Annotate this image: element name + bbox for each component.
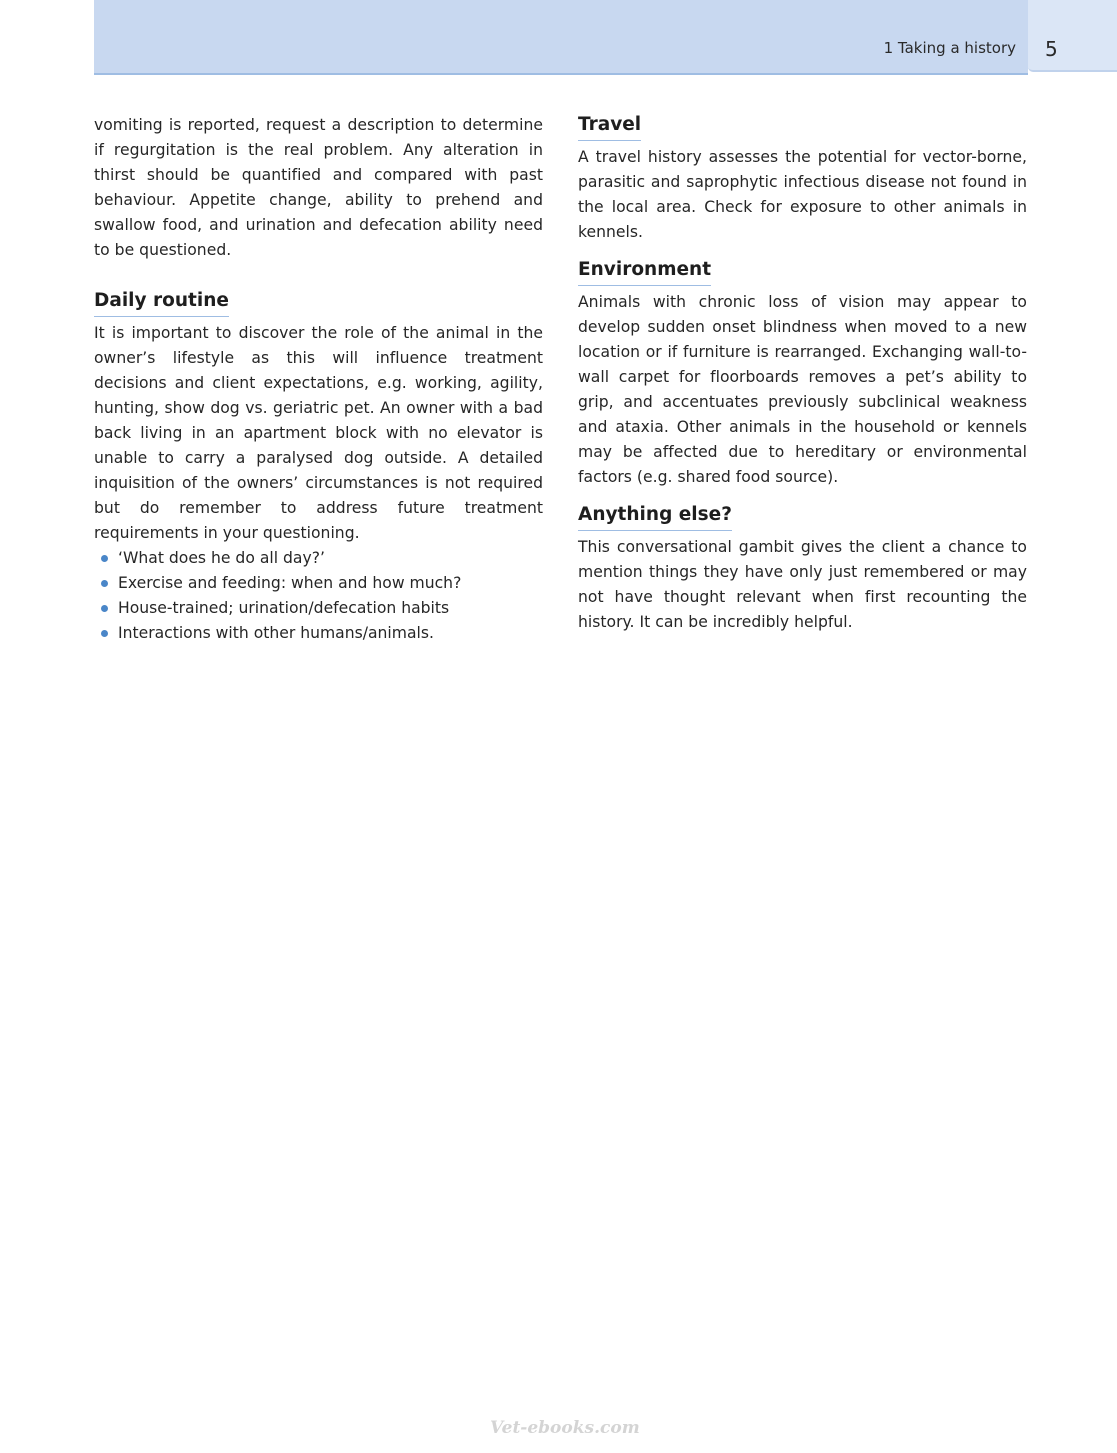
travel-paragraph: A travel history assesses the potential for vector-borne, parasitic and saprophytic infectious disease not found in the local area. Check for exposure to other animals in kennels. bbox=[578, 148, 1027, 241]
daily-routine-bullet-list bbox=[94, 546, 543, 646]
bullet-item bbox=[94, 596, 543, 621]
bullet-item bbox=[94, 571, 543, 596]
section-environment bbox=[578, 258, 1027, 490]
bullet-item bbox=[94, 621, 543, 646]
bullet-item bbox=[94, 546, 543, 571]
page-number-tab bbox=[1028, 0, 1117, 72]
section-anything-else bbox=[578, 503, 1027, 635]
bullet-text: ‘What does he do all day?’ bbox=[118, 549, 325, 567]
section-heading-daily-routine: Daily routine bbox=[94, 289, 229, 317]
header-band bbox=[94, 0, 1028, 75]
bullet-dot-icon bbox=[101, 605, 108, 612]
section-travel bbox=[578, 113, 1027, 245]
right-column bbox=[578, 113, 1027, 635]
intro-paragraph: vomiting is reported, request a description to determine if regurgitation is the real problem. Any alteration in thirst should be quantified and compared with past behaviour. Appetite change, ability to prehend and swallow food, and urination and defecation ability need to be questioned. bbox=[94, 116, 543, 259]
bullet-text: Exercise and feeding: when and how much? bbox=[118, 574, 462, 592]
bullet-text: House-trained; urination/defecation habits bbox=[118, 599, 450, 617]
anything-else-paragraph: This conversational gambit gives the client a chance to mention things they have only just remembered or may not have thought relevant when first recounting the history. It can be incredibly helpful. bbox=[578, 538, 1027, 631]
running-head: 1 Taking a history bbox=[883, 39, 1016, 57]
bullet-text: Interactions with other humans/animals. bbox=[118, 624, 434, 642]
environment-paragraph: Animals with chronic loss of vision may appear to develop sudden onset blindness when moved to a new location or if furniture is rearranged. Exchanging wall-to-wall carpet for floorboards removes a pet’s ability to grip, and accentuates previously subclinical weakness and ataxia. Other animals in the household or kennels may be affected due to hereditary or environmental factors (e.g. shared food source). bbox=[578, 293, 1027, 486]
section-heading-travel: Travel bbox=[578, 113, 641, 141]
page-number: 5 bbox=[1045, 37, 1058, 61]
section-daily-routine bbox=[94, 289, 543, 646]
section-heading-environment: Environment bbox=[578, 258, 711, 286]
left-column bbox=[94, 113, 543, 646]
bullet-dot-icon bbox=[101, 630, 108, 637]
bullet-dot-icon bbox=[101, 555, 108, 562]
daily-routine-paragraph: It is important to discover the role of the animal in the owner’s lifestyle as this will influence treatment decisions and client expectations, e.g. working, agility, hunting, show dog vs. geriatric pet. An owner with a bad back living in an apartment block with no elevator is unable to carry a paralysed dog outside. A detailed inquisition of the owners’ circumstances is not required but do remember to address future treatment requirements in your questioning. bbox=[94, 324, 543, 542]
watermark-logo: Vet-ebooks.com bbox=[490, 1418, 640, 1438]
bullet-dot-icon bbox=[101, 580, 108, 587]
section-heading-anything-else: Anything else? bbox=[578, 503, 732, 531]
